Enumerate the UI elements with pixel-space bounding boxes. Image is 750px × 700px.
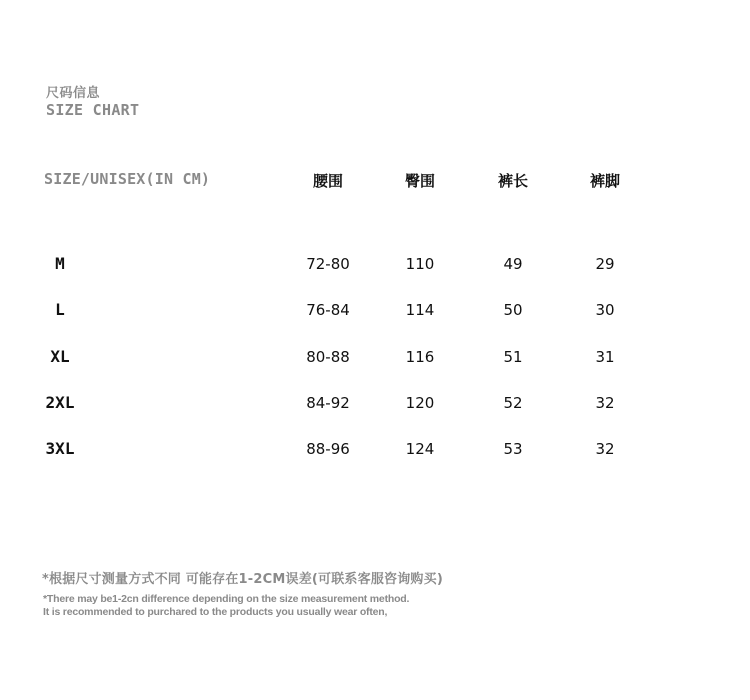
col-header-length: 裤长 [497, 172, 528, 190]
hem-value: 29 [595, 255, 615, 273]
hem-value: 32 [595, 440, 615, 458]
hem-value: 32 [595, 394, 615, 412]
size-label: L [55, 300, 65, 319]
hem-value: 31 [595, 348, 615, 366]
size-label: M [55, 254, 65, 273]
length-value: 53 [503, 440, 523, 458]
waist-value: 80-88 [306, 348, 350, 366]
hip-value: 110 [405, 255, 435, 273]
table-row [0, 347, 750, 371]
size-column-header: SIZE/UNISEX(IN CM) [44, 170, 211, 188]
col-header-waist: 腰围 [312, 172, 343, 190]
measurement-note-en-line2: It is recommended to purchared to the products you usually wear often, [43, 606, 388, 618]
table-row [0, 254, 750, 278]
hip-value: 116 [405, 348, 435, 366]
hem-value: 30 [595, 301, 615, 319]
hip-value: 114 [405, 301, 435, 319]
table-row [0, 393, 750, 417]
measurement-note-en-line1: *There may be1-2cn difference depending on the size measurement method. [43, 593, 410, 605]
waist-value: 88-96 [306, 440, 350, 458]
size-label: 3XL [45, 439, 75, 458]
col-header-hem: 裤脚 [589, 172, 620, 190]
hip-value: 124 [405, 440, 435, 458]
size-label: XL [50, 347, 70, 366]
table-row [0, 300, 750, 324]
length-value: 51 [503, 348, 523, 366]
length-value: 52 [503, 394, 523, 412]
size-label: 2XL [45, 393, 75, 412]
waist-value: 76-84 [306, 301, 350, 319]
measurement-note-cn: *根据尺寸测量方式不同 可能存在1-2CM误差(可联系客服咨询购买) [42, 572, 443, 587]
table-row [0, 439, 750, 463]
col-header-hip: 臀围 [404, 172, 435, 190]
size-chart-title-cn: 尺码信息 [46, 86, 101, 101]
length-value: 50 [503, 301, 523, 319]
length-value: 49 [503, 255, 523, 273]
waist-value: 72-80 [306, 255, 350, 273]
hip-value: 120 [405, 394, 435, 412]
waist-value: 84-92 [306, 394, 350, 412]
size-chart-title-en: SIZE CHART [46, 101, 140, 119]
